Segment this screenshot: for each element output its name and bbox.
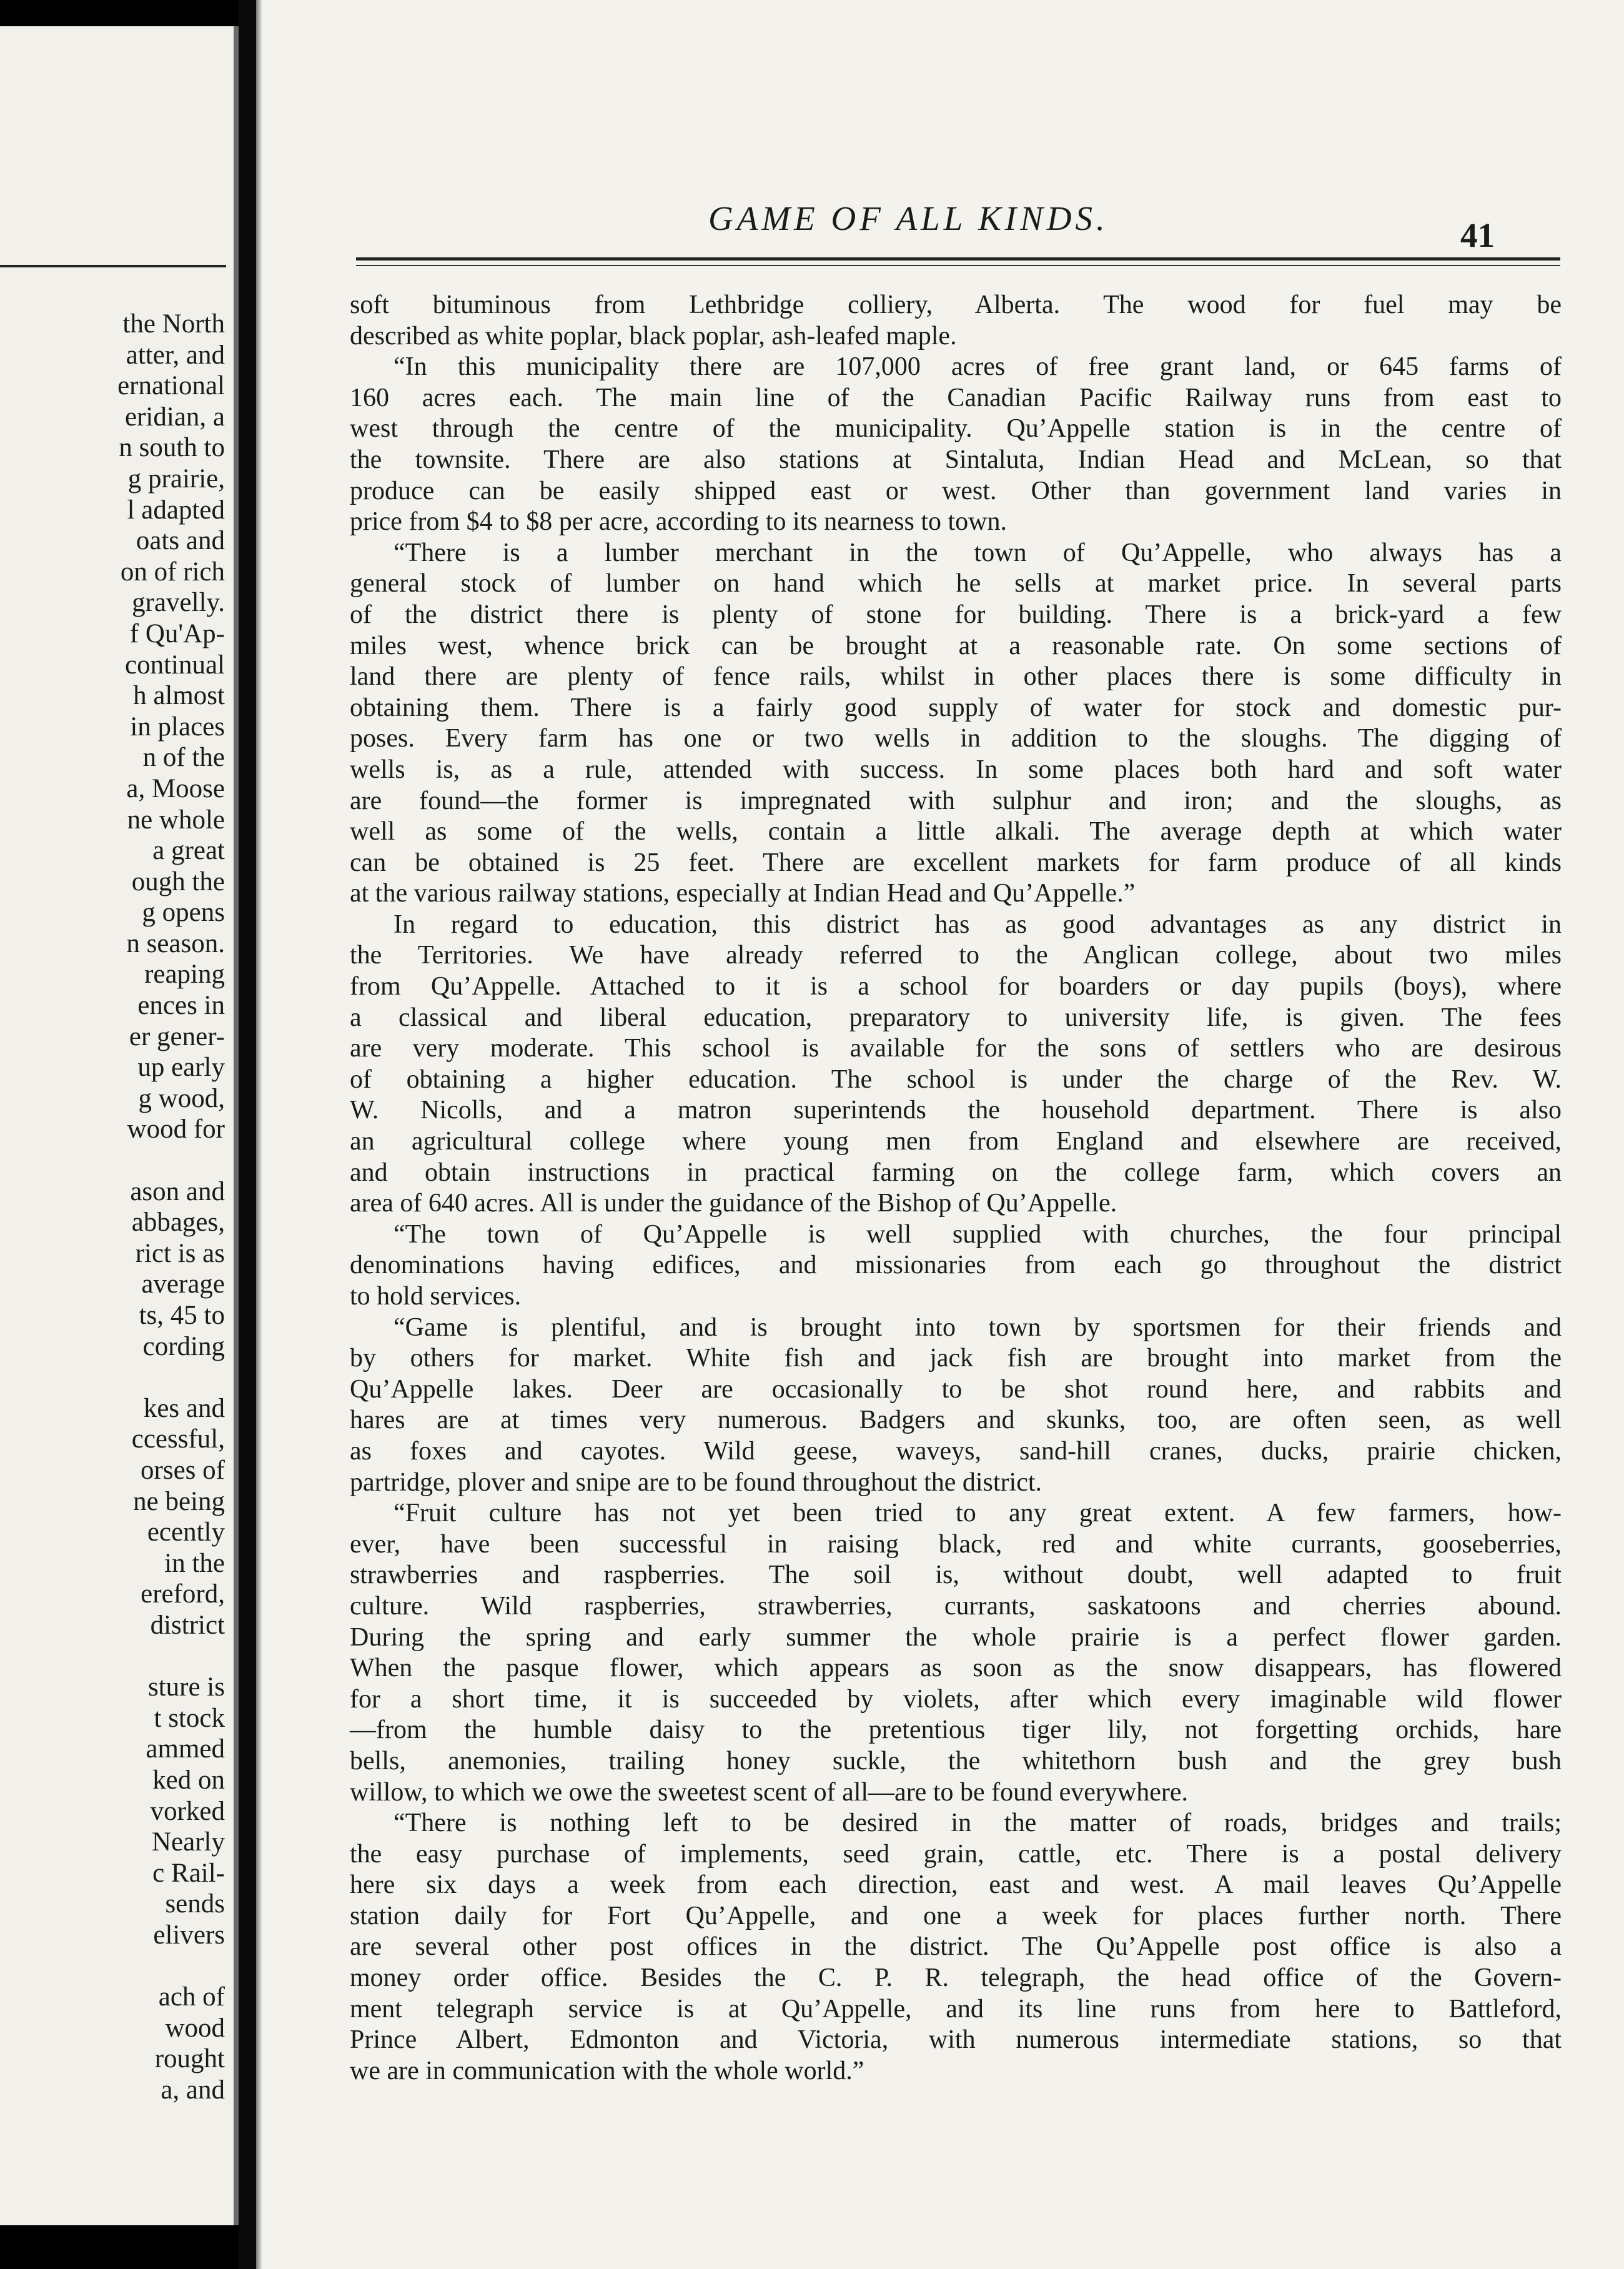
text-line: are very moderate. This school is available for the sons of settlers who are desirous — [350, 1034, 1562, 1063]
facing-page-line: ked on — [152, 1765, 225, 1795]
book-gutter — [239, 0, 256, 2269]
page-shadow — [256, 0, 262, 2269]
text-line: In regard to education, this district has as good advantages as any district in — [394, 910, 1562, 939]
facing-page-line — [25, 1641, 225, 1672]
text-line: When the pasque flower, which appears as soon as the snow disappears, has flowered — [350, 1654, 1562, 1683]
text-line: the townsite. There are also stations at Sintaluta, Indian Head and McLean, so that — [350, 445, 1562, 474]
text-line: to hold services. — [350, 1282, 522, 1311]
text-line: an agricultural college where young men from England and elsewhere are received, — [350, 1127, 1562, 1156]
facing-page-line: g wood, — [138, 1083, 225, 1113]
facing-page-line: l adapted — [127, 495, 225, 525]
text-line: here six days a week from each direction, east and west. A mail leaves Qu’Appelle — [350, 1870, 1562, 1900]
text-line: poses. Every farm has one or two wells in addition to the sloughs. The digging of — [350, 724, 1562, 753]
facing-page-line: n season. — [126, 928, 225, 958]
text-line: W. Nicolls, and a matron superintends the household department. There is also — [350, 1096, 1562, 1125]
facing-page-line: ough the — [131, 866, 225, 896]
header-rule — [356, 257, 1560, 261]
facing-page-line: kes and — [143, 1393, 225, 1423]
facing-page-line: reaping — [144, 960, 225, 990]
facing-page-line: ne being — [133, 1486, 225, 1516]
text-line: are several other post offices in the district. The Qu’Appelle post office is also a — [350, 1932, 1562, 1962]
facing-page-line: a, and — [161, 2075, 225, 2105]
text-line: we are in communication with the whole world.” — [350, 2056, 864, 2085]
text-line: for a short time, it is succeeded by violets, after which every imaginable wild flower — [350, 1684, 1562, 1714]
facing-page-line: n south to — [119, 433, 225, 463]
facing-page-line: h almost — [133, 681, 225, 711]
facing-page-line: Nearly — [152, 1827, 225, 1857]
text-line: the Territories. We have already referred to the Anglican college, about two miles — [350, 941, 1562, 970]
facing-page-line — [25, 1145, 225, 1176]
facing-page-line: continual — [124, 650, 225, 680]
facing-page-line: sture is — [147, 1672, 225, 1702]
facing-page-line: gravelly. — [132, 588, 225, 618]
text-line: well as some of the wells, contain a little alkali. The average depth at which water — [350, 817, 1562, 847]
facing-page-line: ences in — [137, 991, 225, 1021]
text-line: “Fruit culture has not yet been tried to any great extent. A few farmers, how- — [394, 1499, 1562, 1528]
text-line: price from $4 to $8 per acre, according to its nearness to town. — [350, 507, 1007, 537]
text-line: wells is, as a rule, attended with success. In some places both hard and soft water — [350, 755, 1562, 784]
facing-page-line: cording — [142, 1331, 225, 1361]
facing-page-line: ccessful, — [131, 1424, 225, 1454]
text-line: general stock of lumber on hand which he sells at market price. In several parts — [350, 569, 1562, 598]
text-line: partridge, plover and snipe are to be found throughout the district. — [350, 1467, 1042, 1497]
facing-page-line: g opens — [142, 898, 225, 928]
facing-page-text — [25, 309, 225, 2105]
facing-page-line: rict is as — [135, 1238, 225, 1268]
facing-page-line: abbages, — [131, 1208, 225, 1238]
text-line: at the various railway stations, especially at Indian Head and Qu’Appelle.” — [350, 879, 1136, 908]
text-line: obtaining them. There is a fairly good supply of water for stock and domestic pur- — [350, 693, 1562, 722]
facing-page-line: ason and — [130, 1176, 225, 1206]
page — [256, 0, 1624, 2269]
facing-page-line: on of rich — [120, 557, 225, 587]
facing-page-line: t stock — [154, 1703, 225, 1733]
text-line: by others for market. White fish and jack fish are brought into market from the — [350, 1344, 1562, 1373]
facing-page-line — [25, 1950, 225, 1982]
text-line: denominations having edifices, and missionaries from each go throughout the district — [350, 1251, 1562, 1280]
text-line: —from the humble daisy to the pretentious tiger lily, not forgetting orchids, hare — [350, 1715, 1562, 1745]
text-line: During the spring and early summer the whole prairie is a perfect flower garden. — [350, 1622, 1562, 1652]
body-text — [350, 290, 1562, 2087]
text-line: “Game is plentiful, and is brought into town by sportsmen for their friends and — [394, 1313, 1562, 1342]
text-line: land there are plenty of fence rails, whilst in other places there is some difficulty in — [350, 662, 1562, 692]
facing-page-line: in the — [164, 1548, 225, 1578]
facing-page-line: a great — [152, 836, 225, 866]
facing-page-line: in places — [130, 712, 225, 742]
page-number: 41 — [1460, 216, 1495, 254]
facing-page-line: up early — [137, 1053, 225, 1083]
facing-page-line: a, Moose — [126, 773, 225, 803]
text-line: ment telegraph service is at Qu’Appelle, and its line runs from here to Battleford, — [350, 1994, 1562, 2023]
text-line: “The town of Qu’Appelle is well supplied with churches, the four principal — [394, 1219, 1562, 1249]
facing-page-line: c Rail- — [152, 1858, 225, 1888]
text-line: of the district there is plenty of stone for building. There is a brick-yard a few — [350, 600, 1562, 629]
text-line: money order office. Besides the C. P. R. telegraph, the head office of the Govern- — [350, 1964, 1562, 1993]
facing-page-line: elivers — [153, 1920, 225, 1950]
text-line: produce can be easily shipped east or west. Other than government land varies in — [350, 476, 1562, 505]
text-line: area of 640 acres. All is under the guidance of the Bishop of Qu’Appelle. — [350, 1189, 1117, 1218]
text-line: and obtain instructions in practical farming on the college farm, which covers an — [350, 1158, 1562, 1187]
facing-page-line: ammed — [146, 1734, 225, 1764]
text-line: described as white poplar, black poplar, ash-leafed maple. — [350, 321, 957, 350]
facing-page-fragment — [0, 26, 239, 2225]
facing-page-line: f Qu'Ap- — [129, 618, 225, 648]
facing-page-line: wood for — [127, 1115, 225, 1144]
facing-page-line: oats and — [136, 526, 225, 556]
text-line: from Qu’Appelle. Attached to it is a school for boarders or day pupils (boys), where — [350, 972, 1562, 1001]
text-line: can be obtained is 25 feet. There are excellent markets for farm produce of all kinds — [350, 848, 1562, 877]
facing-page-line: vorked — [150, 1796, 225, 1826]
facing-page-line: ereford, — [141, 1579, 225, 1609]
facing-page-line: ach of — [158, 1982, 225, 2012]
facing-page-line: the North — [122, 309, 225, 339]
text-line: bells, anemonies, trailing honey suckle, the whitethorn bush and the grey bush — [350, 1746, 1562, 1775]
text-line: “There is a lumber merchant in the town of Qu’Appelle, who always has a — [394, 538, 1562, 567]
text-line: as foxes and cayotes. Wild geese, waveys, sand-hill cranes, ducks, prairie chicken, — [350, 1436, 1562, 1466]
facing-page-line: wood — [165, 2013, 225, 2043]
text-line: willow, to which we owe the sweetest scent of all—are to be found everywhere. — [350, 1777, 1188, 1807]
text-line: station daily for Fort Qu’Appelle, and one a week for places further north. There — [350, 1901, 1562, 1930]
facing-page-line: orses of — [141, 1455, 225, 1485]
facing-page-line: average — [141, 1269, 225, 1299]
facing-page-line: rought — [154, 2044, 225, 2074]
text-line: “In this municipality there are 107,000 acres of free grant land, or 645 farms of — [394, 352, 1562, 382]
running-head: GAME OF ALL KINDS. — [708, 199, 1109, 237]
text-line: the easy purchase of implements, seed grain, cattle, etc. There is a postal delivery — [350, 1839, 1562, 1869]
header-rule-thin — [356, 265, 1560, 266]
facing-page-line: eridian, a — [125, 402, 225, 432]
facing-page-line: sends — [165, 1889, 225, 1919]
facing-page-line: er gener- — [129, 1021, 225, 1051]
facing-page-rule — [0, 265, 226, 267]
facing-page-line: district — [150, 1610, 225, 1640]
facing-page-line: ecently — [147, 1517, 225, 1547]
text-line: a classical and liberal education, preparatory to university life, is given. The fees — [350, 1003, 1562, 1032]
text-line: of obtaining a higher education. The school is under the charge of the Rev. W. — [350, 1065, 1562, 1094]
facing-page-line: g prairie, — [127, 464, 225, 494]
text-line: 160 acres each. The main line of the Canadian Pacific Railway runs from east to — [350, 383, 1562, 412]
text-line: Qu’Appelle lakes. Deer are occasionally to be shot round here, and rabbits and — [350, 1374, 1562, 1404]
facing-page-line: atter, and — [126, 340, 225, 370]
facing-page-edge — [234, 26, 239, 2225]
facing-page-line: n of the — [142, 743, 225, 773]
facing-page-line: ernational — [117, 371, 225, 401]
facing-page-line: ne whole — [127, 805, 225, 835]
text-line: strawberries and raspberries. The soil is, without doubt, well adapted to fruit — [350, 1561, 1562, 1590]
text-line: west through the centre of the municipality. Qu’Appelle station is in the centre of — [350, 414, 1562, 444]
text-line: ever, have been successful in raising black, red and white currants, gooseberries, — [350, 1529, 1562, 1559]
text-line: soft bituminous from Lethbridge colliery, Alberta. The wood for fuel may be — [350, 290, 1562, 319]
text-line: are found—the former is impregnated with sulphur and iron; and the sloughs, as — [350, 786, 1562, 815]
facing-page-line — [25, 1362, 225, 1393]
text-line: Prince Albert, Edmonton and Victoria, with numerous intermediate stations, so that — [350, 2025, 1562, 2055]
text-line: miles west, whence brick can be brought at a reasonable rate. On some sections of — [350, 631, 1562, 660]
facing-page-line: ts, 45 to — [139, 1301, 225, 1330]
text-line: hares are at times very numerous. Badgers and skunks, too, are often seen, as well — [350, 1406, 1562, 1435]
text-line: “There is nothing left to be desired in the matter of roads, bridges and trails; — [394, 1809, 1562, 1838]
text-line: culture. Wild raspberries, strawberries, currants, saskatoons and cherries abound. — [350, 1591, 1562, 1621]
